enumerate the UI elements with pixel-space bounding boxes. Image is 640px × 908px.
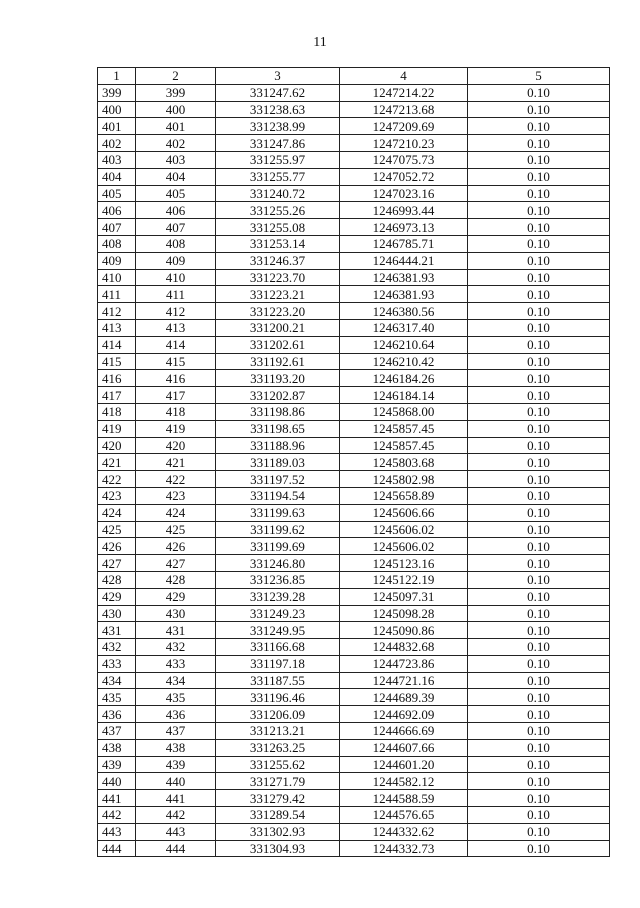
table-cell: 435 <box>98 689 136 706</box>
table-cell: 438 <box>136 739 216 756</box>
table-cell: 331249.23 <box>216 605 340 622</box>
table-cell: 1246184.14 <box>340 387 468 404</box>
table-cell: 0.10 <box>468 672 610 689</box>
table-cell: 0.10 <box>468 790 610 807</box>
table-cell: 412 <box>136 303 216 320</box>
table-body <box>98 84 610 857</box>
table-cell: 0.10 <box>468 202 610 219</box>
table-cell: 440 <box>136 773 216 790</box>
table-cell: 441 <box>98 790 136 807</box>
table-row <box>98 336 610 353</box>
table-cell: 444 <box>98 840 136 857</box>
table-cell: 440 <box>98 773 136 790</box>
table-row <box>98 521 610 538</box>
table-cell: 431 <box>136 622 216 639</box>
table-cell: 0.10 <box>468 588 610 605</box>
table-cell: 1244721.16 <box>340 672 468 689</box>
table-cell: 331199.63 <box>216 504 340 521</box>
table-cell: 1245090.86 <box>340 622 468 639</box>
table-cell: 1245606.66 <box>340 504 468 521</box>
table-cell: 0.10 <box>468 403 610 420</box>
table-cell: 331202.61 <box>216 336 340 353</box>
table-cell: 414 <box>136 336 216 353</box>
table-cell: 1246444.21 <box>340 252 468 269</box>
table-cell: 331271.79 <box>216 773 340 790</box>
table-row <box>98 84 610 101</box>
table-cell: 413 <box>136 319 216 336</box>
table-cell: 0.10 <box>468 437 610 454</box>
table-cell: 0.10 <box>468 84 610 101</box>
table-cell: 331199.69 <box>216 538 340 555</box>
table-cell: 444 <box>136 840 216 857</box>
table-cell: 331223.70 <box>216 269 340 286</box>
table-cell: 1244689.39 <box>340 689 468 706</box>
table-cell: 1244332.62 <box>340 823 468 840</box>
table-cell: 403 <box>136 151 216 168</box>
table-cell: 0.10 <box>468 235 610 252</box>
table-cell: 1246381.93 <box>340 269 468 286</box>
table-cell: 426 <box>136 538 216 555</box>
table-row <box>98 387 610 404</box>
table-cell: 1246184.26 <box>340 370 468 387</box>
table-cell: 1244601.20 <box>340 756 468 773</box>
table-cell: 1244576.65 <box>340 807 468 824</box>
table-cell: 419 <box>98 420 136 437</box>
table-cell: 1245868.00 <box>340 403 468 420</box>
table-cell: 432 <box>136 639 216 656</box>
table-header-row <box>98 68 610 85</box>
table-row <box>98 840 610 857</box>
table-row <box>98 639 610 656</box>
table-cell: 409 <box>98 252 136 269</box>
table-row <box>98 555 610 572</box>
table-cell: 1247210.23 <box>340 135 468 152</box>
table-row <box>98 723 610 740</box>
table-row <box>98 437 610 454</box>
table-cell: 0.10 <box>468 353 610 370</box>
table-cell: 424 <box>98 504 136 521</box>
table-row <box>98 504 610 521</box>
table-row <box>98 672 610 689</box>
table-row <box>98 101 610 118</box>
table-cell: 434 <box>136 672 216 689</box>
table-cell: 1246380.56 <box>340 303 468 320</box>
table-cell: 401 <box>98 118 136 135</box>
table-cell: 409 <box>136 252 216 269</box>
table-cell: 0.10 <box>468 655 610 672</box>
table-cell: 331213.21 <box>216 723 340 740</box>
coordinates-table <box>97 67 610 857</box>
table-row <box>98 252 610 269</box>
table-cell: 422 <box>98 471 136 488</box>
table-cell: 1245658.89 <box>340 487 468 504</box>
table-cell: 404 <box>136 168 216 185</box>
table-cell: 419 <box>136 420 216 437</box>
table-row <box>98 151 610 168</box>
table-cell: 1244582.12 <box>340 773 468 790</box>
table-cell: 331197.18 <box>216 655 340 672</box>
table-row <box>98 235 610 252</box>
table-cell: 1245857.45 <box>340 437 468 454</box>
table-cell: 1247209.69 <box>340 118 468 135</box>
table-cell: 0.10 <box>468 605 610 622</box>
table-cell: 331255.97 <box>216 151 340 168</box>
table-row <box>98 202 610 219</box>
table-cell: 434 <box>98 672 136 689</box>
table-cell: 331198.86 <box>216 403 340 420</box>
table-row <box>98 571 610 588</box>
table-cell: 433 <box>136 655 216 672</box>
table-row <box>98 286 610 303</box>
table-row <box>98 403 610 420</box>
table-cell: 331188.96 <box>216 437 340 454</box>
table-cell: 418 <box>136 403 216 420</box>
table-cell: 0.10 <box>468 370 610 387</box>
table-cell: 425 <box>136 521 216 538</box>
table-cell: 414 <box>98 336 136 353</box>
table-cell: 331255.08 <box>216 219 340 236</box>
table-cell: 331223.21 <box>216 286 340 303</box>
table-row <box>98 420 610 437</box>
table-cell: 416 <box>136 370 216 387</box>
table-cell: 1247052.72 <box>340 168 468 185</box>
table-cell: 1246973.13 <box>340 219 468 236</box>
table-cell: 331198.65 <box>216 420 340 437</box>
table-cell: 331253.14 <box>216 235 340 252</box>
table-cell: 331240.72 <box>216 185 340 202</box>
table-cell: 430 <box>136 605 216 622</box>
table-cell: 435 <box>136 689 216 706</box>
table-row <box>98 135 610 152</box>
table-cell: 0.10 <box>468 555 610 572</box>
table-cell: 408 <box>136 235 216 252</box>
table-cell: 1245606.02 <box>340 521 468 538</box>
table-cell: 331196.46 <box>216 689 340 706</box>
table-row <box>98 605 610 622</box>
table-cell: 442 <box>98 807 136 824</box>
table-cell: 0.10 <box>468 471 610 488</box>
table-cell: 441 <box>136 790 216 807</box>
table-cell: 425 <box>98 521 136 538</box>
table-cell: 1246317.40 <box>340 319 468 336</box>
table-cell: 1247075.73 <box>340 151 468 168</box>
table-cell: 431 <box>98 622 136 639</box>
table-cell: 429 <box>136 588 216 605</box>
table-row <box>98 823 610 840</box>
table-cell: 331246.37 <box>216 252 340 269</box>
table-cell: 417 <box>98 387 136 404</box>
table-cell: 406 <box>98 202 136 219</box>
table-cell: 331197.52 <box>216 471 340 488</box>
table-cell: 1245097.31 <box>340 588 468 605</box>
table-cell: 1245802.98 <box>340 471 468 488</box>
table-row <box>98 303 610 320</box>
table-cell: 443 <box>136 823 216 840</box>
table-cell: 424 <box>136 504 216 521</box>
table-cell: 405 <box>136 185 216 202</box>
table-cell: 401 <box>136 118 216 135</box>
column-header: 5 <box>468 68 610 85</box>
table-cell: 331289.54 <box>216 807 340 824</box>
table-cell: 0.10 <box>468 773 610 790</box>
table-row <box>98 538 610 555</box>
table-row <box>98 471 610 488</box>
table-cell: 443 <box>98 823 136 840</box>
table-cell: 331166.68 <box>216 639 340 656</box>
table-cell: 0.10 <box>468 168 610 185</box>
table-cell: 0.10 <box>468 286 610 303</box>
table-cell: 436 <box>136 706 216 723</box>
table-cell: 331236.85 <box>216 571 340 588</box>
table-cell: 0.10 <box>468 303 610 320</box>
table-cell: 1246993.44 <box>340 202 468 219</box>
table-cell: 422 <box>136 471 216 488</box>
table-cell: 1244607.66 <box>340 739 468 756</box>
table-cell: 399 <box>98 84 136 101</box>
table-cell: 331239.28 <box>216 588 340 605</box>
table-cell: 331263.25 <box>216 739 340 756</box>
table-cell: 399 <box>136 84 216 101</box>
table-row <box>98 756 610 773</box>
table-row <box>98 790 610 807</box>
table-cell: 331189.03 <box>216 454 340 471</box>
table-cell: 331247.86 <box>216 135 340 152</box>
table-cell: 412 <box>98 303 136 320</box>
table-row <box>98 353 610 370</box>
table-row <box>98 739 610 756</box>
table-cell: 1244692.09 <box>340 706 468 723</box>
table-cell: 0.10 <box>468 269 610 286</box>
table-cell: 0.10 <box>468 101 610 118</box>
table-row <box>98 588 610 605</box>
table-cell: 331192.61 <box>216 353 340 370</box>
table-cell: 1247214.22 <box>340 84 468 101</box>
table-cell: 331247.62 <box>216 84 340 101</box>
table-cell: 0.10 <box>468 840 610 857</box>
column-header: 4 <box>340 68 468 85</box>
table-cell: 0.10 <box>468 504 610 521</box>
table-cell: 0.10 <box>468 756 610 773</box>
table-cell: 426 <box>98 538 136 555</box>
table-cell: 416 <box>98 370 136 387</box>
table-cell: 410 <box>98 269 136 286</box>
table-cell: 331194.54 <box>216 487 340 504</box>
table-cell: 407 <box>98 219 136 236</box>
table-cell: 402 <box>98 135 136 152</box>
table-row <box>98 706 610 723</box>
table-cell: 0.10 <box>468 219 610 236</box>
table-cell: 0.10 <box>468 420 610 437</box>
table-cell: 1245098.28 <box>340 605 468 622</box>
table-cell: 400 <box>136 101 216 118</box>
table-cell: 429 <box>98 588 136 605</box>
table-cell: 0.10 <box>468 135 610 152</box>
table-cell: 1247213.68 <box>340 101 468 118</box>
table-cell: 0.10 <box>468 739 610 756</box>
table-cell: 403 <box>98 151 136 168</box>
table-cell: 405 <box>98 185 136 202</box>
table-cell: 406 <box>136 202 216 219</box>
table-cell: 442 <box>136 807 216 824</box>
table-cell: 432 <box>98 639 136 656</box>
table-cell: 331304.93 <box>216 840 340 857</box>
table-cell: 331206.09 <box>216 706 340 723</box>
table-cell: 0.10 <box>468 319 610 336</box>
table-row <box>98 454 610 471</box>
column-header: 1 <box>98 68 136 85</box>
table-cell: 331199.62 <box>216 521 340 538</box>
table-cell: 331193.20 <box>216 370 340 387</box>
table-cell: 438 <box>98 739 136 756</box>
table-cell: 423 <box>136 487 216 504</box>
table-row <box>98 168 610 185</box>
table-cell: 0.10 <box>468 487 610 504</box>
table-cell: 1244332.73 <box>340 840 468 857</box>
column-header: 2 <box>136 68 216 85</box>
table-row <box>98 622 610 639</box>
table-cell: 1246210.42 <box>340 353 468 370</box>
table-cell: 430 <box>98 605 136 622</box>
table-cell: 421 <box>98 454 136 471</box>
table-cell: 331200.21 <box>216 319 340 336</box>
table-cell: 407 <box>136 219 216 236</box>
table-row <box>98 807 610 824</box>
table-cell: 1246785.71 <box>340 235 468 252</box>
table-cell: 415 <box>98 353 136 370</box>
table-cell: 421 <box>136 454 216 471</box>
table-cell: 1244832.68 <box>340 639 468 656</box>
table-cell: 1245857.45 <box>340 420 468 437</box>
table-cell: 1246210.64 <box>340 336 468 353</box>
table-cell: 331249.95 <box>216 622 340 639</box>
table-cell: 404 <box>98 168 136 185</box>
table-cell: 1247023.16 <box>340 185 468 202</box>
table-cell: 0.10 <box>468 336 610 353</box>
table-cell: 0.10 <box>468 823 610 840</box>
table-cell: 436 <box>98 706 136 723</box>
table-cell: 331255.26 <box>216 202 340 219</box>
table-cell: 0.10 <box>468 571 610 588</box>
table-cell: 0.10 <box>468 689 610 706</box>
table-cell: 428 <box>98 571 136 588</box>
table-row <box>98 319 610 336</box>
table-cell: 331302.93 <box>216 823 340 840</box>
table-cell: 420 <box>98 437 136 454</box>
table-cell: 411 <box>136 286 216 303</box>
table-row <box>98 219 610 236</box>
table-cell: 411 <box>98 286 136 303</box>
table-cell: 413 <box>98 319 136 336</box>
table-cell: 428 <box>136 571 216 588</box>
table-row <box>98 118 610 135</box>
table-cell: 331223.20 <box>216 303 340 320</box>
table-cell: 0.10 <box>468 252 610 269</box>
table-cell: 331255.77 <box>216 168 340 185</box>
table-cell: 400 <box>98 101 136 118</box>
table-cell: 0.10 <box>468 118 610 135</box>
table-cell: 0.10 <box>468 723 610 740</box>
table-cell: 415 <box>136 353 216 370</box>
table-cell: 0.10 <box>468 521 610 538</box>
table-cell: 331187.55 <box>216 672 340 689</box>
table-row <box>98 185 610 202</box>
table-cell: 331238.63 <box>216 101 340 118</box>
table-row <box>98 269 610 286</box>
table-cell: 0.10 <box>468 151 610 168</box>
table-cell: 331255.62 <box>216 756 340 773</box>
table-cell: 427 <box>98 555 136 572</box>
table-cell: 408 <box>98 235 136 252</box>
table-cell: 1246381.93 <box>340 286 468 303</box>
table-row <box>98 370 610 387</box>
table-cell: 1245606.02 <box>340 538 468 555</box>
table-cell: 331238.99 <box>216 118 340 135</box>
table-cell: 1244723.86 <box>340 655 468 672</box>
table-cell: 331279.42 <box>216 790 340 807</box>
table-cell: 433 <box>98 655 136 672</box>
table-cell: 0.10 <box>468 706 610 723</box>
table-cell: 0.10 <box>468 639 610 656</box>
table-cell: 0.10 <box>468 185 610 202</box>
page-number: 11 <box>313 35 327 50</box>
table-cell: 331246.80 <box>216 555 340 572</box>
table-cell: 439 <box>136 756 216 773</box>
table-cell: 1245123.16 <box>340 555 468 572</box>
table-cell: 1244666.69 <box>340 723 468 740</box>
table-cell: 418 <box>98 403 136 420</box>
table-cell: 439 <box>98 756 136 773</box>
table-cell: 0.10 <box>468 807 610 824</box>
table-cell: 423 <box>98 487 136 504</box>
table-cell: 331202.87 <box>216 387 340 404</box>
table-cell: 0.10 <box>468 538 610 555</box>
table-cell: 0.10 <box>468 454 610 471</box>
table-cell: 410 <box>136 269 216 286</box>
table-cell: 1244588.59 <box>340 790 468 807</box>
table-row <box>98 655 610 672</box>
table-cell: 1245803.68 <box>340 454 468 471</box>
table-cell: 420 <box>136 437 216 454</box>
table-row <box>98 487 610 504</box>
table-cell: 437 <box>98 723 136 740</box>
table-row <box>98 689 610 706</box>
table-cell: 417 <box>136 387 216 404</box>
table-cell: 1245122.19 <box>340 571 468 588</box>
table-cell: 0.10 <box>468 622 610 639</box>
table-row <box>98 773 610 790</box>
column-header: 3 <box>216 68 340 85</box>
table-cell: 437 <box>136 723 216 740</box>
table-cell: 427 <box>136 555 216 572</box>
table-cell: 0.10 <box>468 387 610 404</box>
table-cell: 402 <box>136 135 216 152</box>
